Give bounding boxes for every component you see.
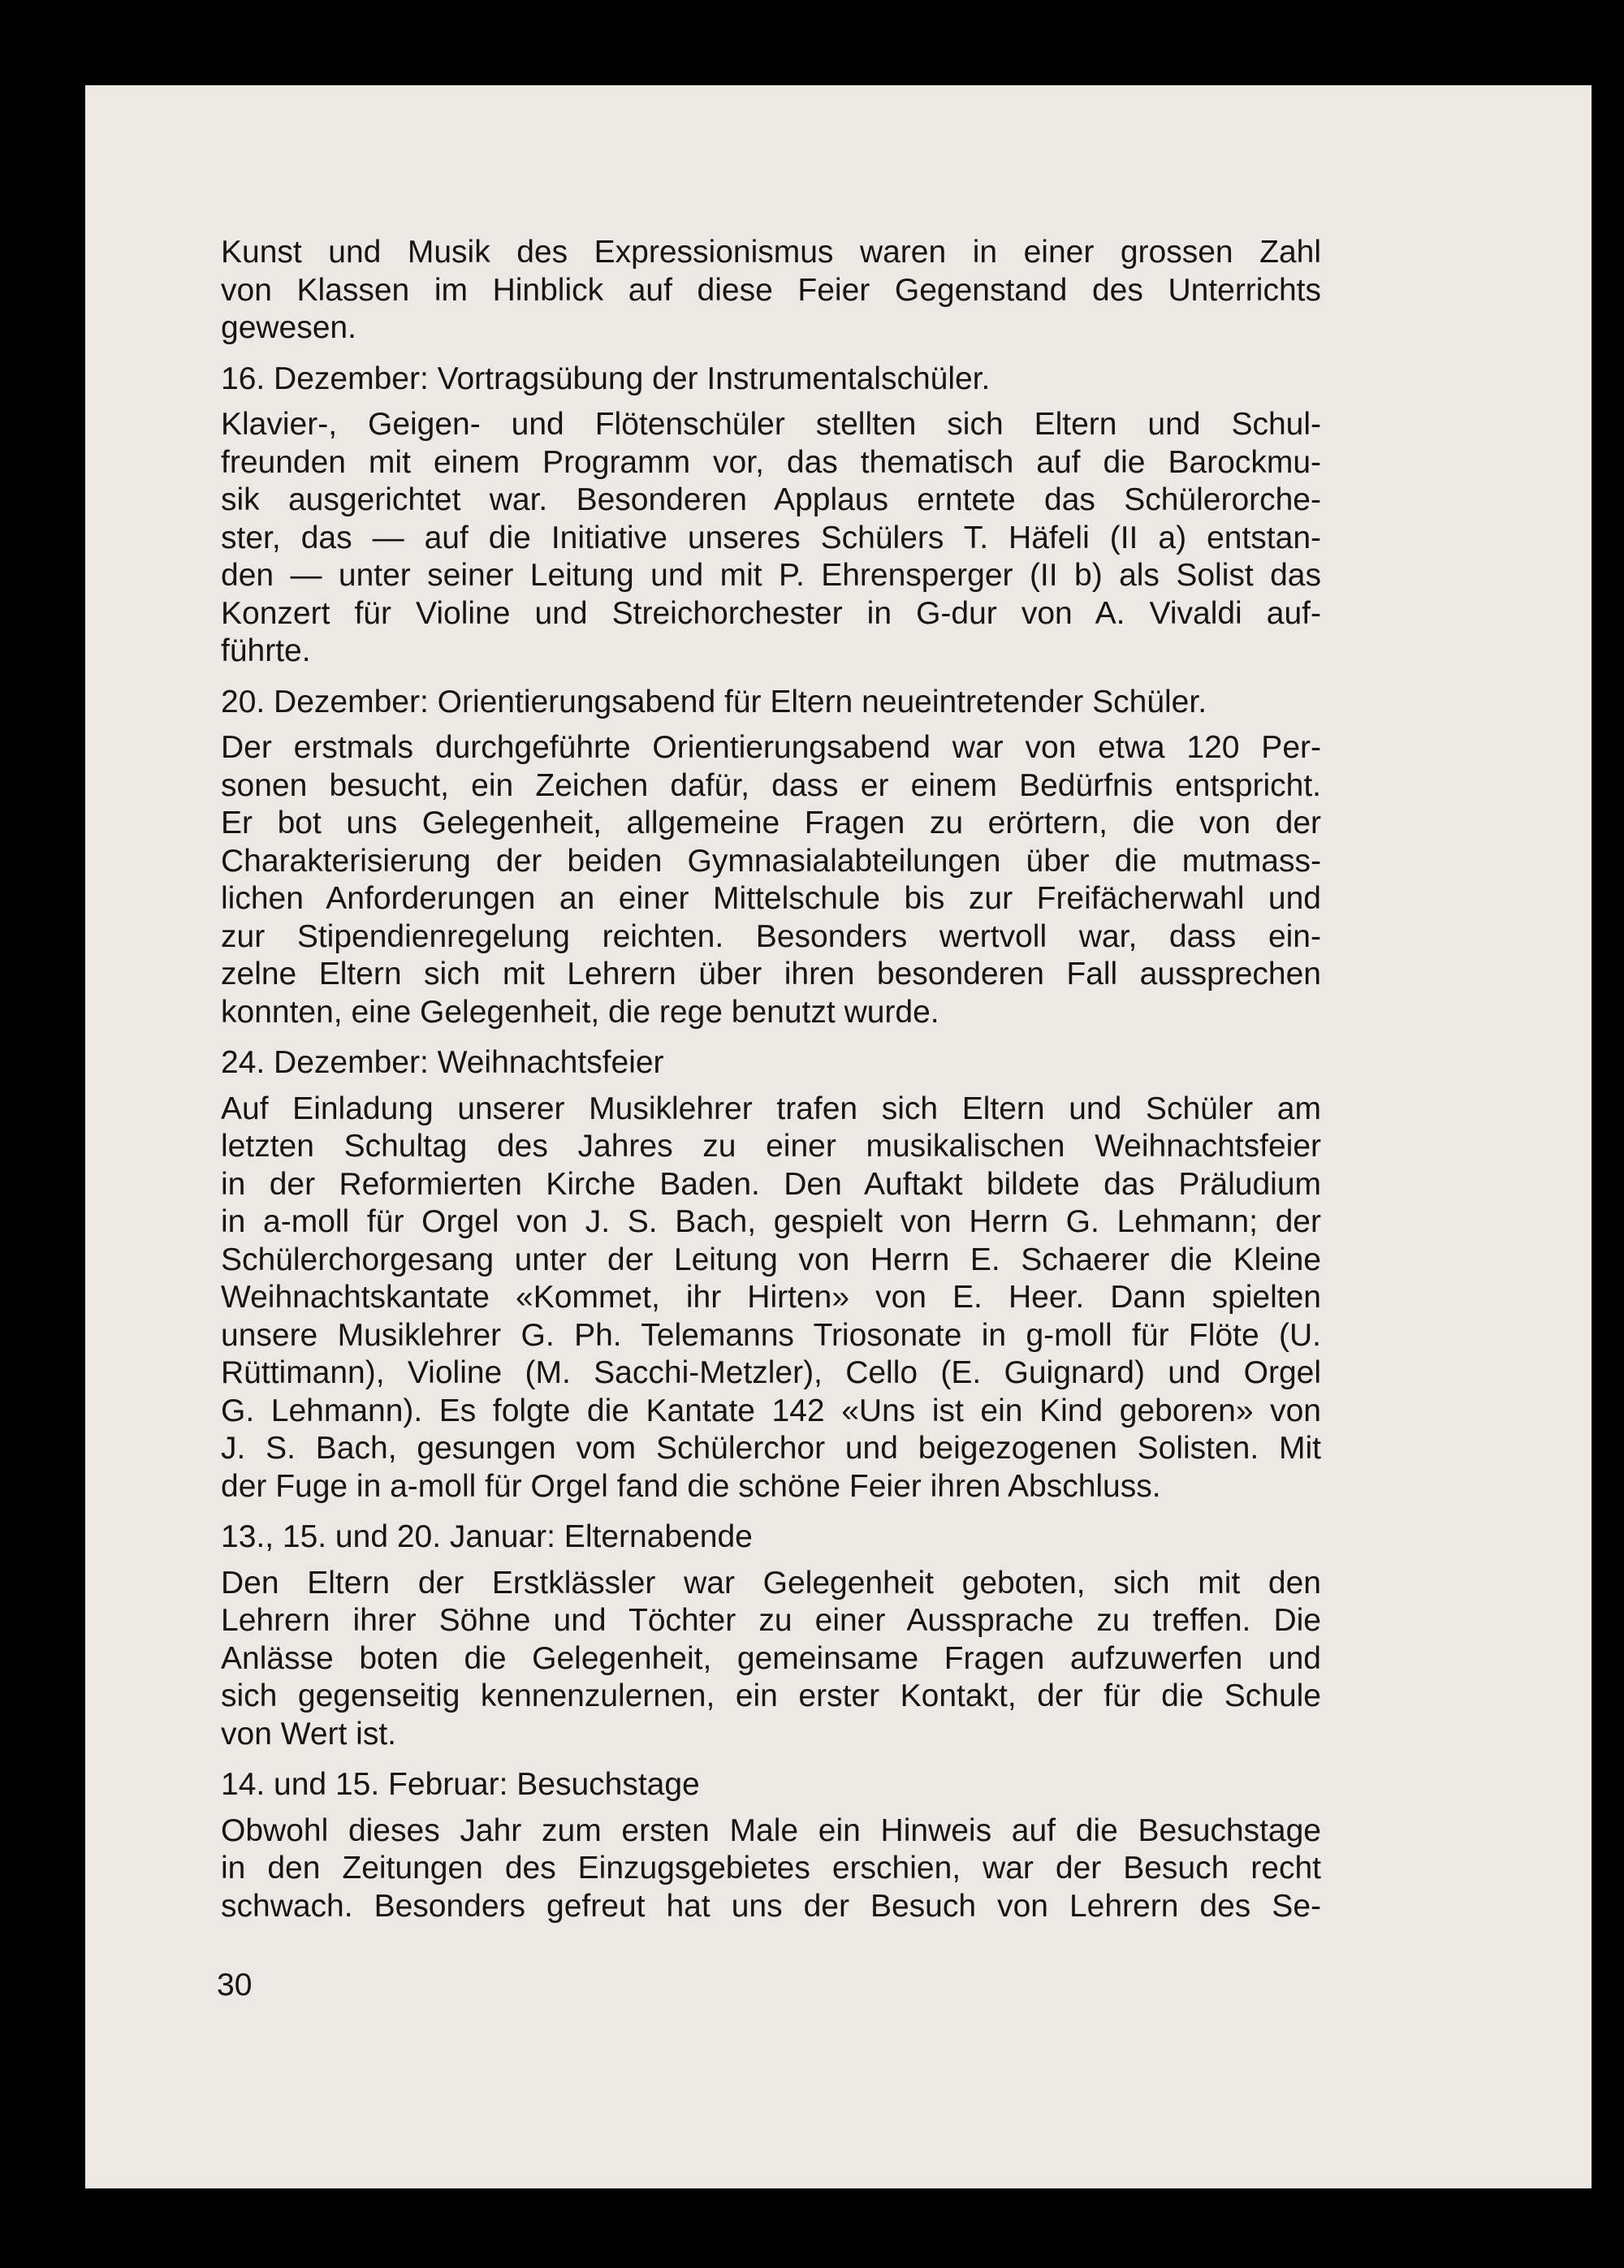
paragraph-spacer <box>221 721 1321 729</box>
text-line: in a-moll für Orgel von J. S. Bach, gespielt von Herrn G. Lehmann; der <box>221 1204 1321 1239</box>
text-line: gewesen. <box>221 310 356 345</box>
section-heading: 16. Dezember: Vortragsübung der Instrumentalschüler. <box>221 361 991 396</box>
body-paragraph <box>221 234 1321 348</box>
paragraph-spacer <box>221 1804 1321 1812</box>
text-line: Auf Einladung unserer Musiklehrer trafen sich Eltern und Schüler am <box>221 1091 1321 1126</box>
text-line: zelne Eltern sich mit Lehrern über ihren besonderen Fall aussprechen <box>221 957 1321 991</box>
text-line: Den Eltern der Erstklässler war Gelegenheit geboten, sich mit den <box>221 1565 1321 1601</box>
paragraph-spacer <box>221 1753 1321 1766</box>
text-line: letzten Schultag des Jahres zu einer musikalischen Weihnachtsfeier <box>221 1129 1321 1164</box>
text-line: Obwohl dieses Jahr zum ersten Male ein Hinweis auf die Besuchstage <box>221 1812 1321 1848</box>
text-line: in der Reformierten Kirche Baden. Den Auftakt bildete das Präludium <box>221 1166 1321 1202</box>
text-line: sik ausgerichtet war. Besonderen Applaus erntete das Schülerorche- <box>221 482 1321 517</box>
text-line: Konzert für Violine und Streichorchester in G-dur von A. Vivaldi auf- <box>221 595 1321 631</box>
text-line: sich gegenseitig kennenzulernen, ein erster Kontakt, der für die Schule <box>221 1678 1321 1713</box>
text-line: von Klassen im Hinblick auf diese Feier Gegenstand des Unterrichts <box>221 272 1321 308</box>
text-line: zur Stipendienregelung reichten. Besonders wertvoll war, dass ein- <box>221 918 1321 954</box>
text-line: ster, das — auf die Initiative unseres Schülers T. Häfeli (II a) entstan- <box>221 520 1321 555</box>
body-paragraph <box>221 729 1321 1031</box>
text-line: sonen besucht, ein Zeichen dafür, dass er einem Bedürfnis entspricht. <box>221 767 1321 803</box>
paragraph-spacer <box>221 1557 1321 1565</box>
text-line: von Wert ist. <box>221 1716 397 1752</box>
text-line: unsere Musiklehrer G. Ph. Telemanns Triosonate in g-moll für Flöte (U. <box>221 1317 1321 1353</box>
text-line: Weihnachtskantate «Kommet, ihr Hirten» von E. Heer. Dann spielten <box>221 1280 1321 1315</box>
body-paragraph <box>221 1091 1321 1506</box>
text-line: J. S. Bach, gesungen vom Schülerchor und beigezogenen Solisten. Mit <box>221 1431 1321 1466</box>
text-line: Anlässe boten die Gelegenheit, gemeinsame Fragen aufzuwerfen und <box>221 1640 1321 1676</box>
text-line: G. Lehmann). Es folgte die Kantate 142 «Uns ist ein Kind geboren» von <box>221 1393 1321 1428</box>
paragraph-spacer <box>221 1031 1321 1044</box>
text-line: führte. <box>221 633 311 668</box>
text-line: Charakterisierung der beiden Gymnasialabteilungen über die mutmass- <box>221 843 1321 879</box>
text-line: Der erstmals durchgeführte Orientierungsabend war von etwa 120 Per- <box>221 730 1321 765</box>
text-line: lichen Anforderungen an einer Mittelschule bis zur Freifächerwahl und <box>221 881 1321 916</box>
text-line: Rüttimann), Violine (M. Sacchi-Metzler), Cello (E. Guignard) und Orgel <box>221 1355 1321 1390</box>
section-heading: 13., 15. und 20. Januar: Elternabende <box>221 1519 753 1554</box>
text-line: schwach. Besonders gefreut hat uns der Besuch von Lehrern des Se- <box>221 1888 1321 1924</box>
document-body <box>221 234 1321 1925</box>
body-paragraph <box>221 1565 1321 1754</box>
paragraph-spacer <box>221 1506 1321 1518</box>
text-line: in den Zeitungen des Einzugsgebietes erschien, war der Besuch recht <box>221 1851 1321 1886</box>
section-heading: 24. Dezember: Weihnachtsfeier <box>221 1045 664 1080</box>
text-line: der Fuge in a-moll für Orgel fand die schöne Feier ihren Abschluss. <box>221 1468 1161 1504</box>
section-heading: 20. Dezember: Orientierungsabend für Eltern neueintretender Schüler. <box>221 684 1207 719</box>
paragraph-spacer <box>221 398 1321 406</box>
body-paragraph <box>221 406 1321 671</box>
text-line: Klavier-, Geigen- und Flötenschüler stellten sich Eltern und Schul- <box>221 407 1321 442</box>
paragraph-spacer <box>221 348 1321 361</box>
text-line: Schülerchorgesang unter der Leitung von Herrn E. Schaerer die Kleine <box>221 1242 1321 1277</box>
page-number: 30 <box>217 1968 253 2002</box>
text-line: freunden mit einem Programm vor, das thematisch auf die Barockmu- <box>221 444 1321 480</box>
paragraph-spacer <box>221 671 1321 684</box>
document-page <box>85 85 1592 2188</box>
text-line: Kunst und Musik des Expressionismus waren in einer grossen Zahl <box>221 235 1321 270</box>
text-line: konnten, eine Gelegenheit, die rege benutzt wurde. <box>221 994 939 1030</box>
section-heading: 14. und 15. Februar: Besuchstage <box>221 1767 700 1802</box>
text-line: Lehrern ihrer Söhne und Töchter zu einer Aussprache zu treffen. Die <box>221 1603 1321 1638</box>
text-line: den — unter seiner Leitung und mit P. Ehrensperger (II b) als Solist das <box>221 558 1321 593</box>
body-paragraph <box>221 1812 1321 1926</box>
text-line: Er bot uns Gelegenheit, allgemeine Fragen zu erörtern, die von der <box>221 806 1321 840</box>
paragraph-spacer <box>221 1082 1321 1091</box>
